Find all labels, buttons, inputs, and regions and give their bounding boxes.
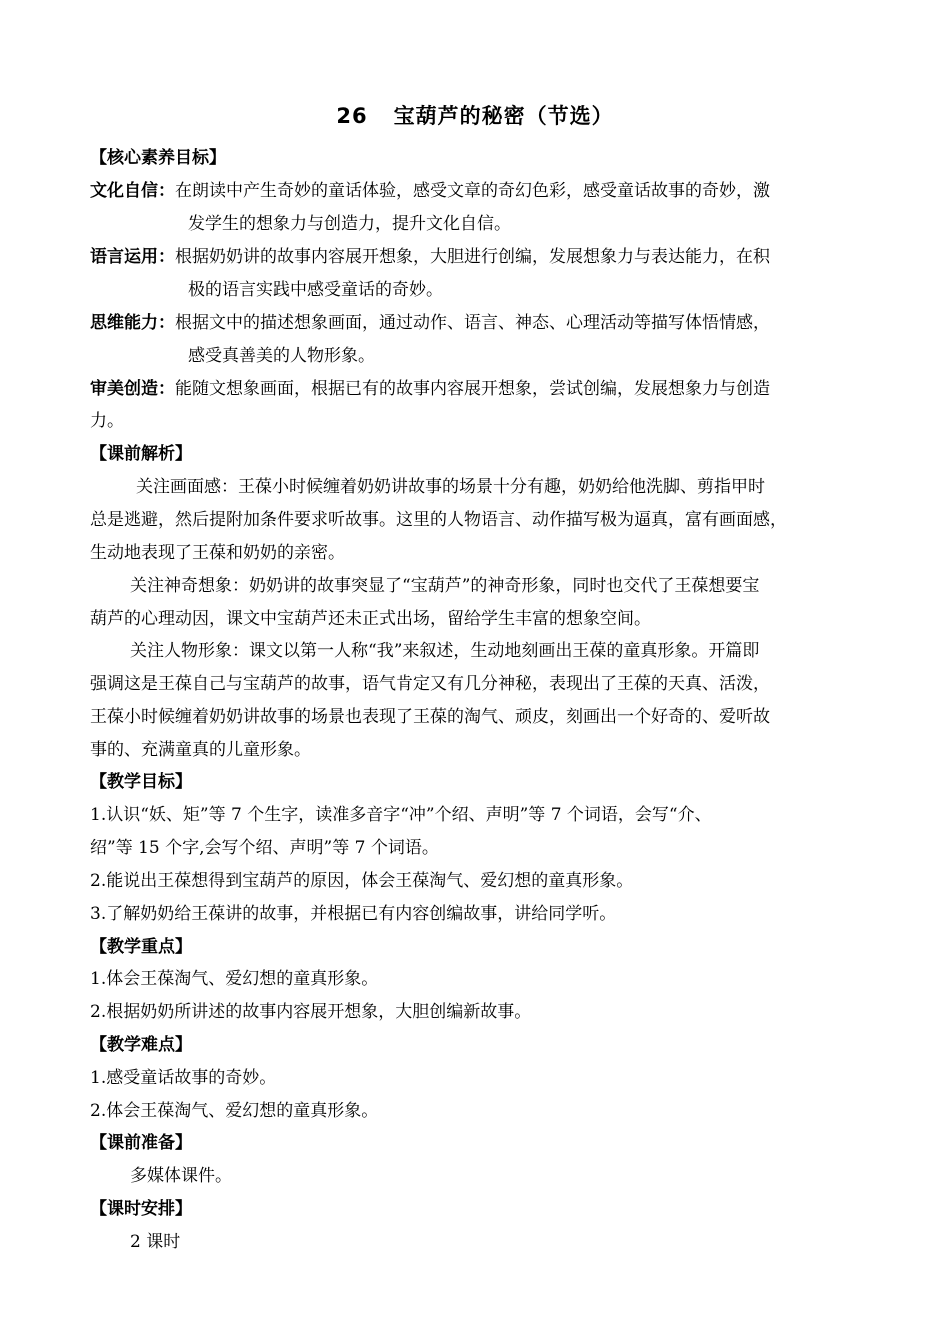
schedule-text: 2 课时 xyxy=(130,1232,181,1252)
core-item-line xyxy=(90,308,770,333)
preparation-text: 多媒体课件。 xyxy=(130,1166,232,1186)
section-heading-goals: 【教学目标】 xyxy=(90,772,192,792)
section-heading-key-points: 【教学重点】 xyxy=(90,937,192,957)
analysis-paragraph-line: 总是逃避，然后提附加条件要求听故事。这里的人物语言、动作描写极为逼真，富有画面感， xyxy=(90,510,787,530)
core-item-line xyxy=(90,176,770,201)
analysis-paragraph-line: 生动地表现了王葆和奶奶的亲密。 xyxy=(90,543,345,563)
core-item-text: 力。 xyxy=(90,411,124,431)
difficulty-line: 1.感受童话故事的奇妙。 xyxy=(90,1068,277,1088)
section-heading-core: 【核心素养目标】 xyxy=(90,148,226,168)
core-item-label: 语言运用： xyxy=(90,247,175,267)
key-point-line: 2.根据奶奶所讲述的故事内容展开想象，大胆创编新故事。 xyxy=(90,1002,532,1022)
difficulty-line: 2.体会王葆淘气、爱幻想的童真形象。 xyxy=(90,1101,379,1121)
core-item-text: 能随文想象画面，根据已有的故事内容展开想象，尝试创编，发展想象力与创造 xyxy=(175,379,770,399)
section-heading-schedule: 【课时安排】 xyxy=(90,1199,192,1219)
core-item-text: 根据文中的描述想象画面，通过动作、语言、神态、心理活动等描写体悟情感， xyxy=(175,313,770,333)
lesson-number: 26 xyxy=(336,104,368,128)
goal-line: 3.了解奶奶给王葆讲的故事，并根据已有内容创编故事，讲给同学听。 xyxy=(90,904,617,924)
analysis-paragraph-line: 关注画面感：王葆小时候缠着奶奶讲故事的场景十分有趣，奶奶给他洗脚、剪指甲时 xyxy=(136,477,765,497)
analysis-paragraph-line: 关注神奇想象：奶奶讲的故事突显了“宝葫芦”的神奇形象，同时也交代了王葆想要宝 xyxy=(130,576,760,596)
core-item-text: 在朗读中产生奇妙的童话体验，感受文章的奇幻色彩，感受童话故事的奇妙，激 xyxy=(175,181,770,201)
goal-line: 1.认识“妖、矩”等 7 个生字，读准多音字“冲”个绍、声明”等 7 个词语，会写“介、 xyxy=(90,805,712,825)
analysis-paragraph-line: 关注人物形象：课文以第一人称“我”来叙述，生动地刻画出王葆的童真形象。开篇即 xyxy=(130,641,760,661)
analysis-paragraph-line: 葫芦的心理动因，课文中宝葫芦还未正式出场，留给学生丰富的想象空间。 xyxy=(90,609,651,629)
goal-line: 2.能说出王葆想得到宝葫芦的原因，体会王葆淘气、爱幻想的童真形象。 xyxy=(90,871,634,891)
key-point-line: 1.体会王葆淘气、爱幻想的童真形象。 xyxy=(90,969,379,989)
core-item-line xyxy=(90,374,770,399)
core-item-text: 极的语言实践中感受童话的奇妙。 xyxy=(188,280,443,300)
core-item-line xyxy=(90,242,770,267)
analysis-paragraph-line: 王葆小时候缠着奶奶讲故事的场景也表现了王葆的淘气、顽皮，刻画出一个好奇的、爱听故 xyxy=(90,707,770,727)
lesson-title xyxy=(0,100,950,130)
section-heading-analysis: 【课前解析】 xyxy=(90,444,192,464)
core-item-label: 文化自信： xyxy=(90,181,175,201)
core-item-text: 感受真善美的人物形象。 xyxy=(188,346,375,366)
core-item-text: 根据奶奶讲的故事内容展开想象，大胆进行创编，发展想象力与表达能力，在积 xyxy=(175,247,770,267)
core-item-label: 审美创造： xyxy=(90,379,175,399)
section-heading-difficulties: 【教学难点】 xyxy=(90,1035,192,1055)
goal-line: 绍”等 15 个字,会写个绍、声明”等 7 个词语。 xyxy=(90,838,439,858)
section-heading-preparation: 【课前准备】 xyxy=(90,1133,192,1153)
analysis-paragraph-line: 强调这是王葆自己与宝葫芦的故事，语气肯定又有几分神秘，表现出了王葆的天真、活泼， xyxy=(90,674,770,694)
analysis-paragraph-line: 事的、充满童真的儿童形象。 xyxy=(90,740,311,760)
core-item-label: 思维能力： xyxy=(90,313,175,333)
core-item-text: 发学生的想象力与创造力，提升文化自信。 xyxy=(188,214,511,234)
lesson-title-text: 宝葫芦的秘密（节选） xyxy=(393,104,614,128)
